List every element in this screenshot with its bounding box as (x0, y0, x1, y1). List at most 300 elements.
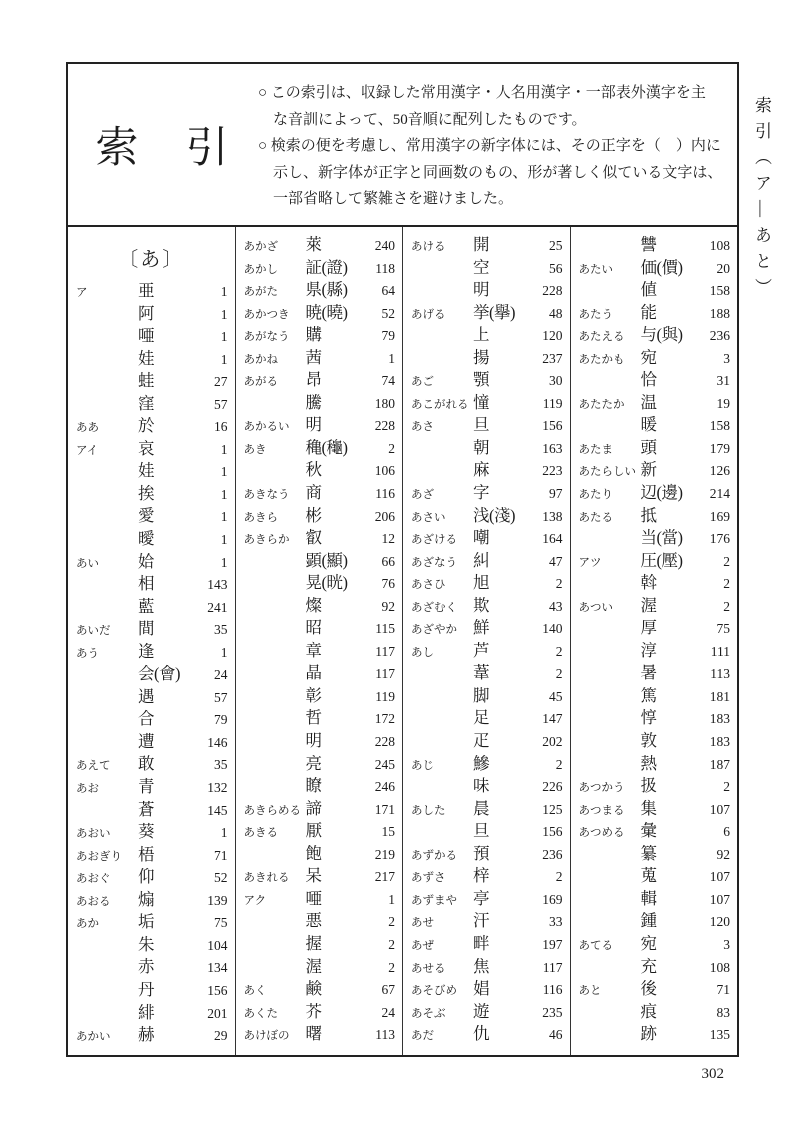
entry-kanji: 味 (473, 776, 489, 796)
entry-page: 236 (709, 328, 730, 344)
index-entry (236, 550, 403, 573)
entry-kanji: 茜 (305, 347, 322, 367)
entry-kanji: 淳 (640, 640, 657, 660)
entry-reading: あたえる (578, 331, 625, 344)
entry-kanji: 顕(顯) (305, 550, 348, 570)
entry-page: 116 (542, 982, 563, 998)
entry-reading: あたい (578, 263, 613, 276)
entry-page: 228 (374, 418, 395, 434)
entry-page: 180 (374, 395, 395, 411)
entry-kanji: 輯 (640, 888, 657, 908)
index-entry (68, 866, 235, 889)
note-line: な音訓によって、50音順に配列したものです。 (273, 111, 587, 128)
index-entry (403, 978, 570, 1001)
index-entry (403, 843, 570, 866)
index-entry (571, 1001, 738, 1024)
entry-kanji: 鮮 (473, 618, 489, 638)
index-entry (403, 865, 570, 888)
index-entry (403, 617, 570, 640)
entry-page: 33 (549, 914, 563, 930)
index-entry (68, 460, 235, 483)
entry-page: 120 (542, 328, 563, 344)
entry-kanji: 新 (640, 460, 657, 480)
entry-page: 104 (207, 937, 228, 953)
entry-page: 158 (709, 283, 730, 299)
entry-page: 197 (542, 936, 563, 952)
entry-reading: あたる (578, 511, 613, 524)
entry-page: 1 (220, 464, 228, 480)
index-entry (403, 933, 570, 956)
entry-kanji: 朱 (138, 934, 154, 954)
entry-reading: アク (243, 894, 267, 907)
entry-page: 35 (214, 622, 228, 638)
entry-reading: あおる (76, 895, 111, 908)
entry-kanji: 暑 (640, 663, 657, 683)
index-entry (571, 482, 738, 505)
entry-reading: あたま (578, 443, 613, 456)
index-entry (571, 392, 738, 415)
entry-kanji: 章 (305, 640, 322, 660)
index-entry (68, 505, 235, 528)
index-entry (68, 325, 235, 348)
index-entry (403, 414, 570, 437)
entry-kanji: 娃 (138, 461, 154, 481)
entry-kanji: 昂 (305, 370, 322, 390)
entry-reading: あいだ (76, 625, 111, 638)
index-entry (403, 257, 570, 280)
entry-page: 92 (381, 598, 395, 614)
entry-reading: あじ (411, 759, 434, 772)
entry-page: 27 (214, 374, 228, 390)
entry-kanji: 諦 (305, 798, 322, 818)
entry-page: 1 (220, 825, 228, 841)
entry-page: 1 (220, 329, 228, 345)
index-entry (403, 910, 570, 933)
entry-kanji: 彰 (305, 685, 322, 705)
page-number: 302 (701, 1066, 724, 1082)
entry-kanji: 糾 (473, 550, 489, 570)
index-entry (571, 978, 738, 1001)
entry-kanji: 間 (138, 619, 154, 639)
entry-reading: あきる (243, 827, 278, 840)
index-entry (68, 776, 235, 799)
note-line: ○ この索引は、収録した常用漢字・人名用漢字・一部表外漢字を主 (258, 85, 706, 102)
entry-page: 46 (549, 1027, 563, 1043)
entry-kanji: 充 (640, 956, 657, 976)
entry-kanji: 明 (305, 415, 322, 435)
entry-kanji: 揚 (473, 347, 489, 367)
entry-page: 71 (716, 982, 730, 998)
entry-page: 202 (542, 734, 563, 750)
entry-reading: あだ (411, 1030, 434, 1043)
index-entry (68, 528, 235, 551)
entry-reading: あつまる (578, 804, 625, 817)
entry-reading: あかつき (243, 308, 290, 321)
index-entry (68, 956, 235, 979)
entry-reading: あさい (411, 511, 446, 524)
entry-kanji: 後 (640, 979, 657, 999)
entry-reading: アイ (76, 444, 98, 457)
index-entry (68, 348, 235, 371)
entry-kanji: 斡 (640, 573, 657, 593)
entry-reading: あかい (76, 1031, 111, 1044)
entry-page: 156 (542, 824, 563, 840)
index-entry (236, 279, 403, 302)
entry-page: 245 (374, 756, 395, 772)
entry-reading: あがる (243, 376, 278, 389)
entry-kanji: 開 (473, 235, 489, 254)
entry-reading: あせる (411, 962, 446, 975)
index-entry (571, 234, 738, 257)
entry-page: 117 (375, 643, 395, 659)
index-entry (236, 392, 403, 415)
entry-reading: アツ (578, 556, 602, 569)
index-entry (68, 415, 235, 438)
index-entry (403, 662, 570, 685)
index-entry (236, 414, 403, 437)
entry-page: 107 (709, 801, 730, 817)
index-entry (68, 551, 235, 574)
entry-kanji: 明 (473, 280, 489, 300)
index-entry (68, 438, 235, 461)
entry-reading: あきらか (243, 534, 290, 547)
entry-page: 228 (542, 283, 563, 299)
entry-page: 97 (549, 486, 563, 502)
entry-page: 108 (709, 959, 730, 975)
entry-reading: あい (76, 557, 99, 570)
index-entry (403, 369, 570, 392)
index-entry (68, 1024, 235, 1047)
entry-kanji: 昭 (305, 618, 322, 638)
entry-kanji: 窪 (138, 393, 154, 413)
entry-kanji: 足 (473, 708, 489, 728)
index-entry (236, 1023, 403, 1046)
entry-reading: あざ (411, 489, 434, 502)
entry-page: 1 (220, 486, 228, 502)
entry-page: 156 (542, 418, 563, 434)
index-entry (403, 347, 570, 370)
entry-reading: あかね (243, 353, 278, 366)
index-column-4 (570, 227, 738, 1055)
entry-kanji: 麻 (473, 460, 489, 480)
index-entry (571, 617, 738, 640)
index-entry (403, 459, 570, 482)
entry-kanji: 宛 (640, 347, 657, 367)
entry-page: 48 (549, 305, 563, 321)
entry-kanji: 芥 (305, 1001, 322, 1021)
index-entry (571, 662, 738, 685)
entry-page: 79 (381, 328, 395, 344)
entry-kanji: 唖 (305, 888, 322, 908)
index-entry (571, 707, 738, 730)
entry-kanji: 温 (640, 392, 657, 412)
entry-page: 24 (381, 1004, 395, 1020)
entry-reading: あと (578, 985, 602, 998)
index-entry (571, 414, 738, 437)
entry-page: 107 (709, 869, 730, 885)
entry-page: 1 (220, 509, 228, 525)
entry-kanji: 字 (473, 483, 489, 503)
entry-page: 125 (542, 801, 563, 817)
entry-page: 67 (381, 982, 395, 998)
entry-page: 226 (542, 779, 563, 795)
entry-kanji: 青 (138, 777, 154, 797)
index-entry (571, 595, 738, 618)
entry-page: 16 (214, 419, 228, 435)
index-entry (236, 617, 403, 640)
entry-page: 179 (709, 440, 730, 456)
entry-kanji: 逢 (138, 641, 154, 661)
entry-page: 1 (220, 306, 228, 322)
entry-page: 223 (542, 463, 563, 479)
index-entry (403, 775, 570, 798)
entry-kanji: 姶 (138, 551, 154, 571)
entry-reading: あう (76, 647, 99, 660)
entry-kanji: 挙(擧) (473, 302, 515, 322)
index-entry (68, 280, 235, 303)
entry-kanji: 娃 (138, 348, 154, 368)
index-entry (403, 392, 570, 415)
entry-page: 57 (214, 689, 228, 705)
entry-reading: あざむく (411, 601, 457, 614)
entry-kanji: 当(當) (640, 528, 683, 548)
entry-reading: あがなう (243, 331, 290, 344)
index-entry (236, 505, 403, 528)
entry-reading: あつかう (578, 782, 625, 795)
entry-kanji: 穐(龝) (305, 437, 348, 457)
index-entry (403, 1001, 570, 1024)
entry-reading: あご (411, 376, 434, 389)
entry-reading: あたかも (578, 353, 625, 366)
entry-page: 1 (220, 351, 228, 367)
index-entry (403, 527, 570, 550)
index-entry (403, 572, 570, 595)
entry-page: 52 (381, 305, 395, 321)
entry-page: 181 (709, 688, 730, 704)
index-entry (571, 347, 738, 370)
entry-kanji: 暁(曉) (305, 302, 348, 322)
entry-page: 71 (214, 847, 228, 863)
index-entry (571, 775, 738, 798)
index-entry (403, 888, 570, 911)
index-entry (571, 550, 738, 573)
index-entry (403, 730, 570, 753)
entry-kanji: 阿 (138, 303, 154, 323)
entry-page: 169 (709, 508, 730, 524)
entry-page: 1 (388, 350, 395, 366)
entry-page: 118 (375, 260, 395, 276)
entry-page: 1 (220, 554, 228, 570)
entry-reading: あく (243, 985, 267, 998)
entry-kanji: 騰 (305, 392, 322, 412)
entry-page: 117 (542, 959, 563, 975)
entry-kanji: 娼 (473, 979, 489, 999)
entry-page: 2 (555, 643, 563, 659)
entry-page: 64 (381, 283, 395, 299)
entry-page: 158 (709, 418, 730, 434)
entry-page: 57 (214, 396, 228, 412)
index-entry (403, 550, 570, 573)
index-entry (571, 459, 738, 482)
entry-reading: あざける (411, 534, 457, 547)
entry-kanji: 晃(晄) (305, 573, 348, 593)
entry-reading: あずさ (411, 872, 446, 885)
entry-kanji: 辺(邊) (640, 483, 683, 503)
entry-page: 117 (375, 666, 395, 682)
index-entry (571, 1023, 738, 1046)
entry-reading: あたたか (578, 398, 625, 411)
index-entry (403, 1023, 570, 1046)
index-entry (236, 753, 403, 776)
entry-kanji: 讐 (640, 235, 657, 254)
entry-page: 1 (220, 532, 228, 548)
index-entry (236, 707, 403, 730)
entry-kanji: 赫 (138, 1025, 154, 1045)
index-entry (236, 437, 403, 460)
entry-kanji: 萊 (305, 235, 322, 254)
entry-reading: あきら (243, 511, 278, 524)
entry-page: 156 (207, 982, 228, 998)
entry-page: 30 (549, 373, 563, 389)
entry-kanji: 熱 (640, 753, 657, 773)
index-entry (236, 527, 403, 550)
index-entry (403, 820, 570, 843)
index-entry (571, 843, 738, 866)
index-column-1 (68, 227, 235, 1055)
entry-page: 75 (214, 915, 228, 931)
note-line: ○ 検索の便を考慮し、常用漢字の新字体には、その正字を（ ）内に (258, 138, 721, 155)
index-entry (236, 798, 403, 821)
entry-kanji: 扱 (640, 776, 657, 796)
entry-page: 3 (723, 936, 730, 952)
entry-kanji: 仇 (473, 1024, 489, 1044)
entry-reading: あつめる (578, 827, 625, 840)
index-entry (68, 934, 235, 957)
index-entry (68, 483, 235, 506)
index-entry (403, 707, 570, 730)
entry-kanji: 敦 (640, 731, 657, 751)
index-entry (68, 686, 235, 709)
entry-page: 126 (709, 463, 730, 479)
entry-kanji: 哲 (305, 708, 322, 728)
index-entry (236, 595, 403, 618)
entry-page: 172 (374, 711, 395, 727)
entry-kanji: 垢 (138, 912, 154, 932)
entry-page: 20 (716, 260, 730, 276)
index-entry (236, 347, 403, 370)
index-entry (571, 302, 738, 325)
entry-kanji: 汗 (473, 911, 489, 931)
entry-page: 143 (207, 577, 228, 593)
entry-page: 43 (549, 598, 563, 614)
index-entry (236, 820, 403, 843)
index-entry (571, 685, 738, 708)
entry-kanji: 亭 (473, 888, 489, 908)
entry-page: 24 (214, 667, 228, 683)
index-entry (68, 641, 235, 664)
entry-reading: あきなう (243, 489, 290, 502)
entry-kanji: 厚 (640, 618, 657, 638)
entry-page: 246 (374, 779, 395, 795)
entry-page: 139 (207, 892, 228, 908)
entry-reading: あずまや (411, 894, 457, 907)
entry-kanji: 鹸 (305, 979, 322, 999)
entry-page: 235 (542, 1004, 563, 1020)
entry-reading: あくた (243, 1007, 278, 1020)
entry-page: 25 (549, 238, 563, 253)
entry-kanji: 抵 (640, 505, 657, 525)
entry-reading: あした (411, 804, 446, 817)
index-entry (236, 910, 403, 933)
entry-page: 2 (388, 959, 395, 975)
index-entry (68, 393, 235, 416)
entry-kanji: 晶 (305, 663, 322, 683)
entry-kanji: 梧 (138, 844, 154, 864)
entry-page: 47 (549, 553, 563, 569)
entry-page: 176 (709, 531, 730, 547)
entry-page: 2 (388, 936, 395, 952)
entry-kanji: 蒐 (640, 866, 657, 886)
entry-kanji: 哀 (138, 438, 154, 458)
entry-reading: あこがれる (411, 398, 469, 411)
entry-kanji: 於 (138, 416, 154, 436)
entry-kanji: 握 (305, 933, 322, 953)
index-entry (236, 978, 403, 1001)
entry-reading: あずかる (411, 849, 457, 862)
entry-page: 132 (207, 780, 228, 796)
entry-kanji: 能 (640, 302, 657, 322)
entry-reading: あきらめる (243, 804, 301, 817)
entry-kanji: 跡 (640, 1024, 657, 1044)
entry-kanji: 価(價) (640, 257, 683, 277)
entry-page: 2 (723, 598, 730, 614)
entry-kanji: 証(證) (305, 257, 348, 277)
entry-page: 2 (723, 779, 730, 795)
entry-reading: あさひ (411, 579, 446, 592)
index-entry (236, 640, 403, 663)
entry-page: 3 (723, 350, 730, 366)
index-column-3 (402, 227, 570, 1055)
entry-kanji: 顎 (473, 370, 489, 390)
entry-kanji: 葵 (138, 822, 154, 842)
entry-kanji: 遇 (138, 686, 154, 706)
section-header-a: 〔あ〕 (118, 248, 185, 271)
entry-reading: あかざ (243, 241, 278, 253)
index-entry (571, 505, 738, 528)
entry-kanji: 彙 (640, 821, 657, 841)
index-entry (68, 708, 235, 731)
index-entry (571, 324, 738, 347)
entry-kanji: 値 (640, 280, 657, 300)
entry-kanji: 頭 (640, 437, 657, 457)
entry-page: 206 (374, 508, 395, 524)
entry-kanji: 鰺 (473, 753, 489, 773)
index-entry (403, 505, 570, 528)
entry-kanji: 飽 (305, 843, 322, 863)
index-entry (571, 730, 738, 753)
entry-page: 113 (375, 1027, 395, 1043)
entry-page: 163 (542, 440, 563, 456)
entry-page: 79 (214, 712, 228, 728)
entry-page: 188 (709, 305, 730, 321)
index-entry (68, 799, 235, 822)
page-title: 索 引 (95, 125, 231, 172)
entry-kanji: 煽 (138, 889, 154, 909)
entry-kanji: 悪 (305, 911, 322, 931)
entry-page: 236 (542, 846, 563, 862)
note-line: 示し、新字体が正字と同画数のもの、形が著しく似ている文字は、 (273, 164, 723, 181)
entry-reading: あざなう (411, 556, 457, 569)
